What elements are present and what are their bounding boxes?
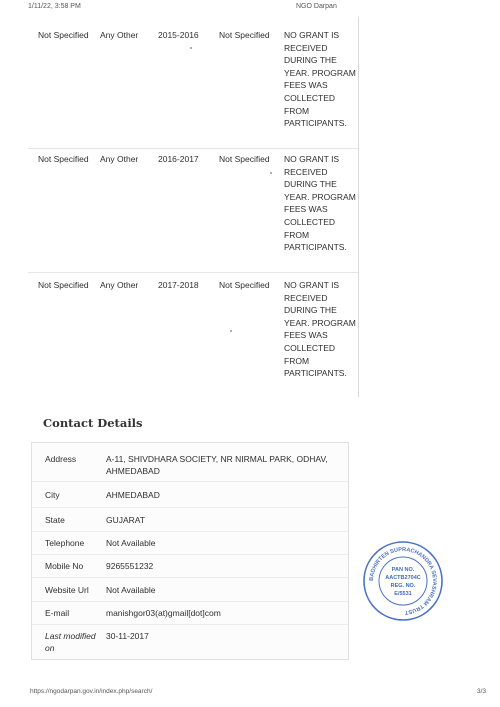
scan-speck (230, 330, 232, 332)
contact-details-table (31, 442, 349, 660)
scan-speck (190, 47, 192, 49)
stamp-ring-text: BADHIRTEN SUPRACHANDRA SEVASHRAM TRUST (368, 546, 438, 615)
amount-cell: Not Specified (219, 154, 270, 164)
stamp-pan-label: PAN NO. (391, 567, 415, 573)
source-cell: Not Specified (38, 280, 89, 290)
row-divider (28, 272, 358, 273)
mobile-label: Mobile No (45, 561, 84, 571)
year-cell: 2016-2017 (158, 154, 199, 164)
year-cell: 2017-2018 (158, 280, 199, 290)
row-divider (32, 481, 348, 482)
remarks-cell: NO GRANT IS RECEIVED DURING THE YEAR. PROGRAM FEES WAS COLLECTED FROM PARTICIPANTS. (284, 280, 356, 379)
source-cell: Not Specified (38, 30, 89, 40)
type-cell: Any Other (100, 30, 139, 40)
amount-cell: Not Specified (219, 30, 270, 40)
page-url: https://ngodarpan.gov.in/index.php/search/ (30, 688, 153, 695)
row-divider (32, 577, 348, 578)
print-header (28, 3, 480, 15)
source-cell: Not Specified (38, 154, 89, 164)
stamp-inner-ring (379, 557, 427, 605)
row-divider (28, 148, 358, 149)
print-footer (30, 688, 486, 700)
print-timestamp: 1/11/22, 3:58 PM (28, 3, 81, 10)
address-value: A-11, SHIVDHARA SOCIETY, NR NIRMAL PARK, ODHAV, AHMEDABAD (106, 454, 328, 476)
state-label: State (45, 515, 65, 525)
year-cell: 2015-2016 (158, 30, 199, 40)
email-value: manishgor03(at)gmail[dot]com (106, 608, 221, 618)
type-cell: Any Other (100, 280, 139, 290)
mobile-value: 9265551232 (106, 561, 154, 571)
stamp-outer-ring (364, 542, 442, 620)
row-divider (32, 531, 348, 532)
telephone-value: Not Available (106, 538, 156, 548)
website-label: Website Url (45, 585, 89, 595)
organization-stamp (362, 540, 444, 622)
telephone-label: Telephone (45, 538, 85, 548)
city-value: AHMEDABAD (106, 490, 160, 500)
type-cell: Any Other (100, 154, 139, 164)
row-divider (32, 507, 348, 508)
city-label: City (45, 490, 60, 500)
row-divider (32, 601, 348, 602)
amount-cell: Not Specified (219, 280, 270, 290)
remarks-cell: NO GRANT IS RECEIVED DURING THE YEAR. PROGRAM FEES WAS COLLECTED FROM PARTICIPANTS. (284, 154, 356, 253)
page-number: 3/3 (476, 688, 486, 695)
contact-details-heading: Contact Details (43, 416, 143, 430)
last-modified-label: Last modified on (45, 631, 96, 653)
website-value: Not Available (106, 585, 156, 595)
row-divider (32, 624, 348, 625)
stamp-reg-label: REG. NO. (390, 583, 416, 589)
stamp-pan-value: AACTB2704C (385, 575, 421, 581)
stamp-reg-value: E/5531 (394, 591, 412, 597)
grant-table (28, 17, 359, 397)
email-label: E-mail (45, 608, 70, 618)
scan-speck (270, 172, 272, 174)
row-divider (32, 554, 348, 555)
print-title: NGO Darpan (296, 3, 337, 10)
address-label: Address (45, 454, 77, 464)
last-modified-value: 30-11-2017 (106, 631, 149, 641)
remarks-cell: NO GRANT IS RECEIVED DURING THE YEAR. PROGRAM FEES WAS COLLECTED FROM PARTICIPANTS. (284, 30, 356, 129)
state-value: GUJARAT (106, 515, 146, 525)
